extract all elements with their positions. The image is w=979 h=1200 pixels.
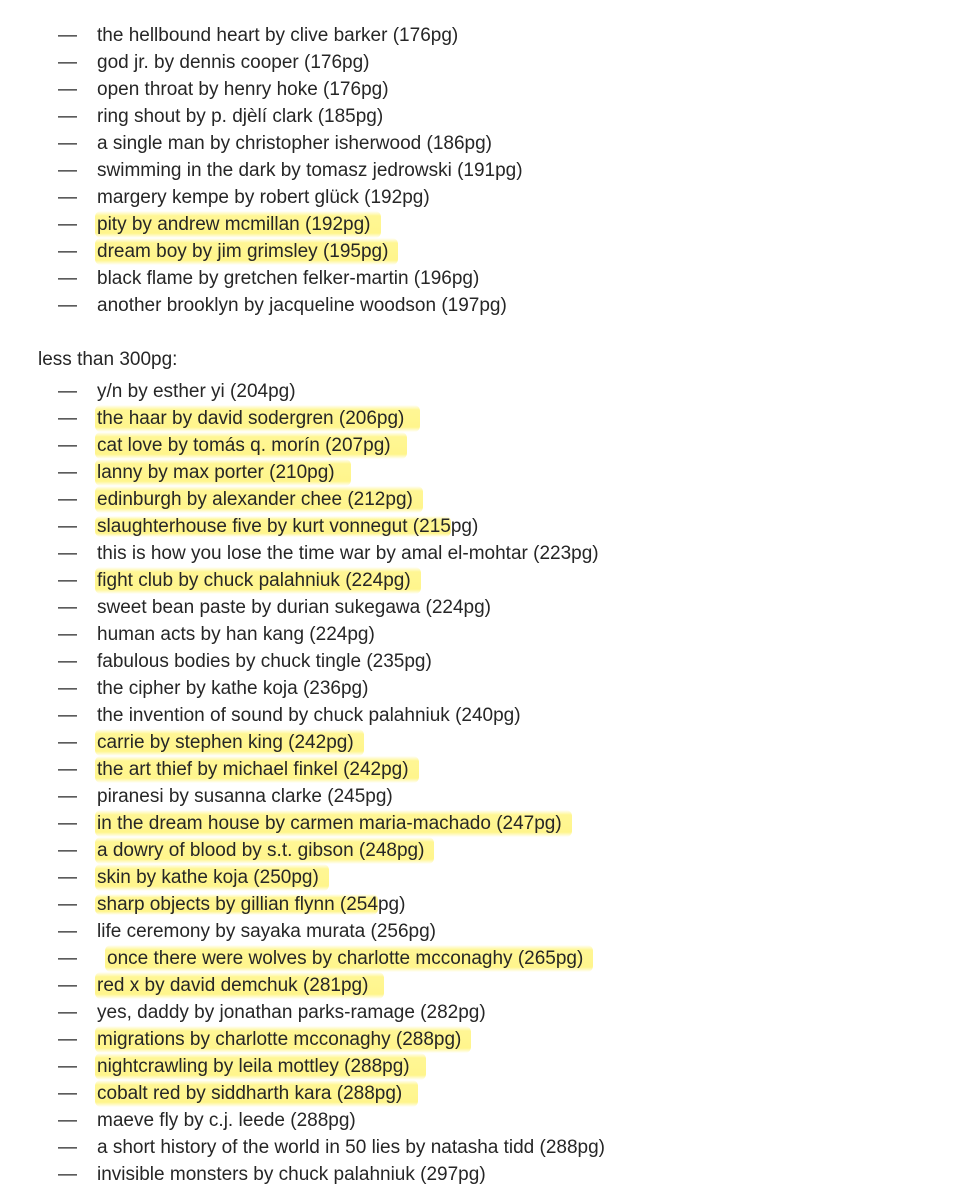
book-entry: another brooklyn by jacqueline woodson (197pg) (97, 295, 507, 316)
dash-bullet: — (58, 705, 77, 726)
book-entry: dream boy by jim grimsley (195pg) (95, 238, 398, 265)
dash-bullet: — (58, 1083, 77, 1104)
book-entry: skin by kathe koja (250pg) (95, 864, 329, 891)
book-entry: carrie by stephen king (242pg) (95, 729, 364, 756)
book-entry: yes, daddy by jonathan parks-ramage (282pg) (97, 1002, 486, 1023)
dash-bullet: — (58, 813, 77, 834)
highlighted-text: sharp objects by gillian flynn (254 (97, 894, 378, 915)
book-entry: open throat by henry hoke (176pg) (97, 79, 389, 100)
book-entry: pity by andrew mcmillan (192pg) (95, 211, 381, 238)
book-entry: the cipher by kathe koja (236pg) (97, 678, 369, 699)
dash-bullet: — (58, 732, 77, 753)
book-entry: a dowry of blood by s.t. gibson (248pg) (95, 837, 434, 864)
dash-bullet: — (58, 435, 77, 456)
book-entry: fight club by chuck palahniuk (224pg) (95, 567, 421, 594)
dash-bullet: — (58, 624, 77, 645)
dash-bullet: — (58, 1029, 77, 1050)
book-entry: this is how you lose the time war by amal el-mohtar (223pg) (97, 543, 599, 564)
dash-bullet: — (58, 106, 77, 127)
dash-bullet: — (58, 1056, 77, 1077)
dash-bullet: — (58, 462, 77, 483)
book-entry: margery kempe by robert glück (192pg) (97, 187, 430, 208)
highlighted-text: slaughterhouse five by kurt vonnegut (215 (97, 516, 451, 537)
book-entry: edinburgh by alexander chee (212pg) (95, 486, 423, 513)
book-entry: maeve fly by c.j. leede (288pg) (97, 1110, 356, 1131)
book-entry: the haar by david sodergren (206pg) (95, 405, 420, 432)
book-entry: cobalt red by siddharth kara (288pg) (95, 1080, 418, 1107)
dash-bullet: — (58, 570, 77, 591)
dash-bullet: — (58, 651, 77, 672)
dash-bullet: — (58, 516, 77, 537)
book-entry: fabulous bodies by chuck tingle (235pg) (97, 651, 432, 672)
dash-bullet: — (58, 678, 77, 699)
dash-bullet: — (58, 133, 77, 154)
book-entry: ring shout by p. djèlí clark (185pg) (97, 106, 384, 127)
dash-bullet: — (58, 268, 77, 289)
dash-bullet: — (58, 1002, 77, 1023)
dash-bullet: — (58, 79, 77, 100)
dash-bullet: — (58, 948, 77, 969)
book-entry: the hellbound heart by clive barker (176pg) (97, 25, 459, 46)
book-entry: nightcrawling by leila mottley (288pg) (95, 1053, 426, 1080)
dash-bullet: — (58, 295, 77, 316)
book-entry (97, 513, 478, 540)
book-entry: y/n by esther yi (204pg) (97, 381, 296, 402)
dash-bullet: — (58, 1110, 77, 1131)
book-entry: migrations by charlotte mcconaghy (288pg) (95, 1026, 471, 1053)
book-entry: once there were wolves by charlotte mcconaghy (265pg) (105, 945, 593, 972)
dash-bullet: — (58, 25, 77, 46)
dash-bullet: — (58, 597, 77, 618)
book-entry: lanny by max porter (210pg) (95, 459, 351, 486)
dash-bullet: — (58, 921, 77, 942)
book-entry: life ceremony by sayaka murata (256pg) (97, 921, 436, 942)
dash-bullet: — (58, 840, 77, 861)
dash-bullet: — (58, 1137, 77, 1158)
book-entry: god jr. by dennis cooper (176pg) (97, 52, 370, 73)
section-heading: less than 300pg: (38, 349, 178, 370)
book-entry: the invention of sound by chuck palahniuk (240pg) (97, 705, 521, 726)
dash-bullet: — (58, 867, 77, 888)
dash-bullet: — (58, 1164, 77, 1185)
book-entry: the art thief by michael finkel (242pg) (95, 756, 419, 783)
book-entry: human acts by han kang (224pg) (97, 624, 375, 645)
dash-bullet: — (58, 759, 77, 780)
dash-bullet: — (58, 408, 77, 429)
dash-bullet: — (58, 214, 77, 235)
book-entry: sweet bean paste by durian sukegawa (224pg) (97, 597, 491, 618)
book-entry: invisible monsters by chuck palahniuk (297pg) (97, 1164, 486, 1185)
dash-bullet: — (58, 894, 77, 915)
dash-bullet: — (58, 381, 77, 402)
book-entry (97, 891, 405, 918)
book-entry: a single man by christopher isherwood (186pg) (97, 133, 492, 154)
book-entry: red x by david demchuk (281pg) (95, 972, 384, 999)
dash-bullet: — (58, 543, 77, 564)
dash-bullet: — (58, 786, 77, 807)
dash-bullet: — (58, 489, 77, 510)
dash-bullet: — (58, 160, 77, 181)
dash-bullet: — (58, 975, 77, 996)
book-entry: black flame by gretchen felker-martin (196pg) (97, 268, 480, 289)
book-entry: in the dream house by carmen maria-machado (247pg) (95, 810, 572, 837)
book-entry: a short history of the world in 50 lies by natasha tidd (288pg) (97, 1137, 606, 1158)
book-entry: swimming in the dark by tomasz jedrowski (191pg) (97, 160, 523, 181)
book-entry: cat love by tomás q. morín (207pg) (95, 432, 407, 459)
dash-bullet: — (58, 187, 77, 208)
book-entry: piranesi by susanna clarke (245pg) (97, 786, 393, 807)
unhighlighted-text: pg) (377, 894, 406, 915)
dash-bullet: — (58, 241, 77, 262)
dash-bullet: — (58, 52, 77, 73)
unhighlighted-text: pg) (450, 516, 479, 537)
